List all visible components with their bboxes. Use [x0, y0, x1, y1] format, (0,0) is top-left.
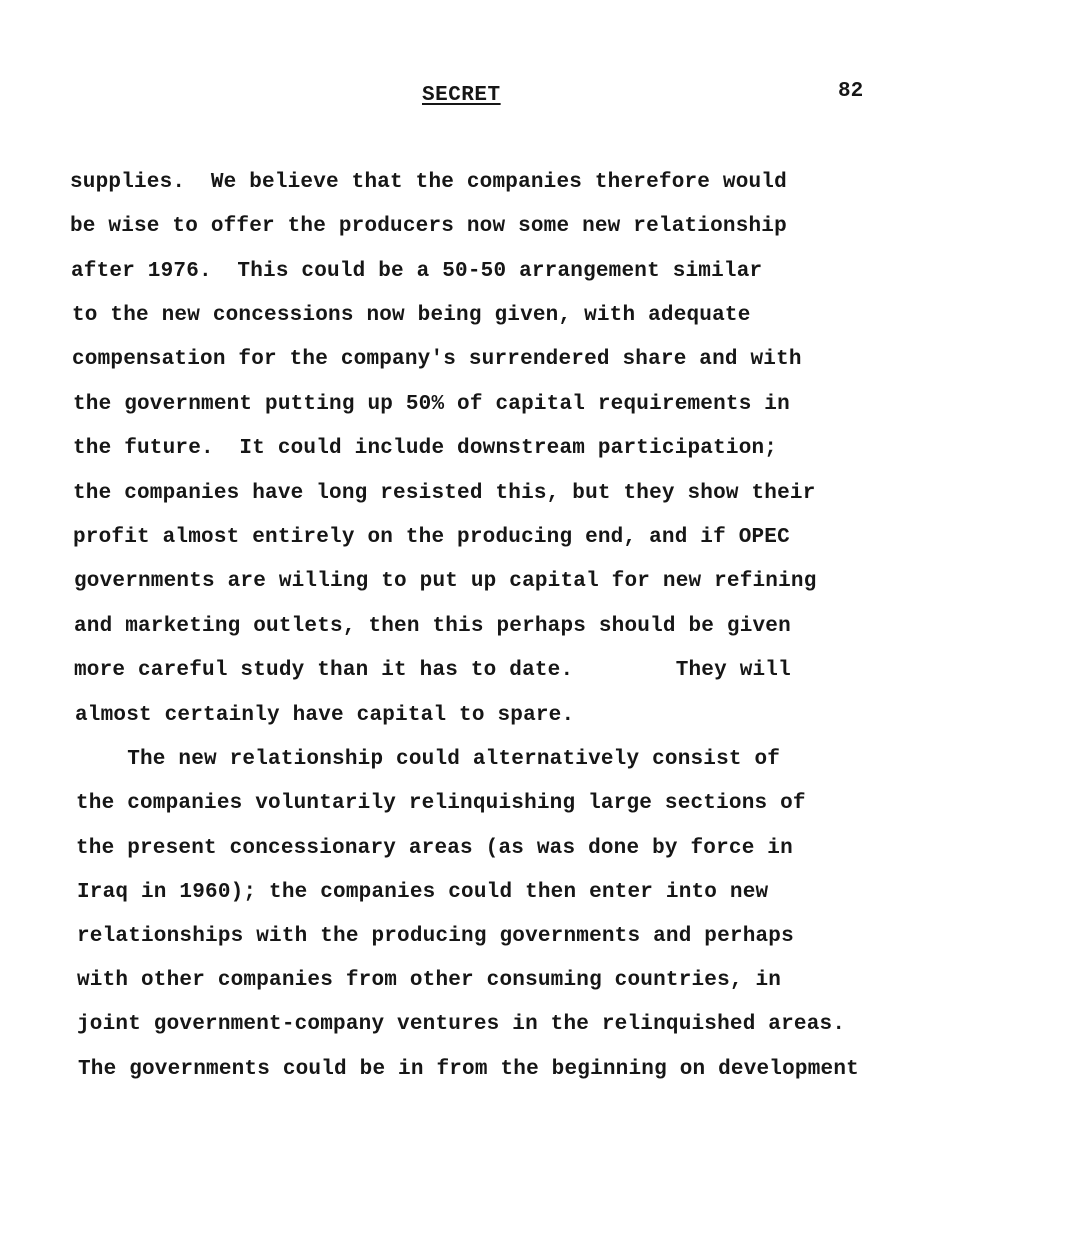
text-line: the companies have long resisted this, but they show their [73, 482, 816, 505]
page-number: 82 [838, 80, 864, 103]
text-line: governments are willing to put up capital for new refining [74, 570, 817, 593]
text-line: the present concessionary areas (as was done by force in [76, 837, 793, 860]
text-line: the companies voluntarily relinquishing large sections of [76, 792, 806, 815]
text-line: to the new concessions now being given, with adequate [72, 304, 751, 327]
text-line: profit almost entirely on the producing end, and if OPEC [73, 526, 790, 549]
text-line: be wise to offer the producers now some new relationship [70, 215, 787, 238]
text-line: the government putting up 50% of capital requirements in [73, 393, 790, 416]
text-line: supplies. We believe that the companies therefore would [70, 171, 787, 194]
text-line: more careful study than it has to date. They will [74, 659, 791, 682]
text-line: almost certainly have capital to spare. [75, 704, 575, 727]
text-line: and marketing outlets, then this perhaps should be given [74, 615, 791, 638]
text-line: the future. It could include downstream participation; [73, 437, 778, 460]
text-line: compensation for the company's surrendered share and with [72, 348, 802, 371]
text-line: Iraq in 1960); the companies could then enter into new [77, 881, 769, 904]
text-line: The governments could be in from the beginning on development [78, 1058, 859, 1081]
text-line: The new relationship could alternatively consist of [76, 748, 781, 771]
text-line: with other companies from other consuming countries, in [77, 969, 782, 992]
text-line: relationships with the producing governments and perhaps [77, 925, 794, 948]
text-line: after 1976. This could be a 50-50 arrangement similar [71, 260, 763, 283]
text-line: joint government-company ventures in the relinquished areas. [77, 1013, 846, 1036]
classification-marking: SECRET [422, 84, 501, 107]
